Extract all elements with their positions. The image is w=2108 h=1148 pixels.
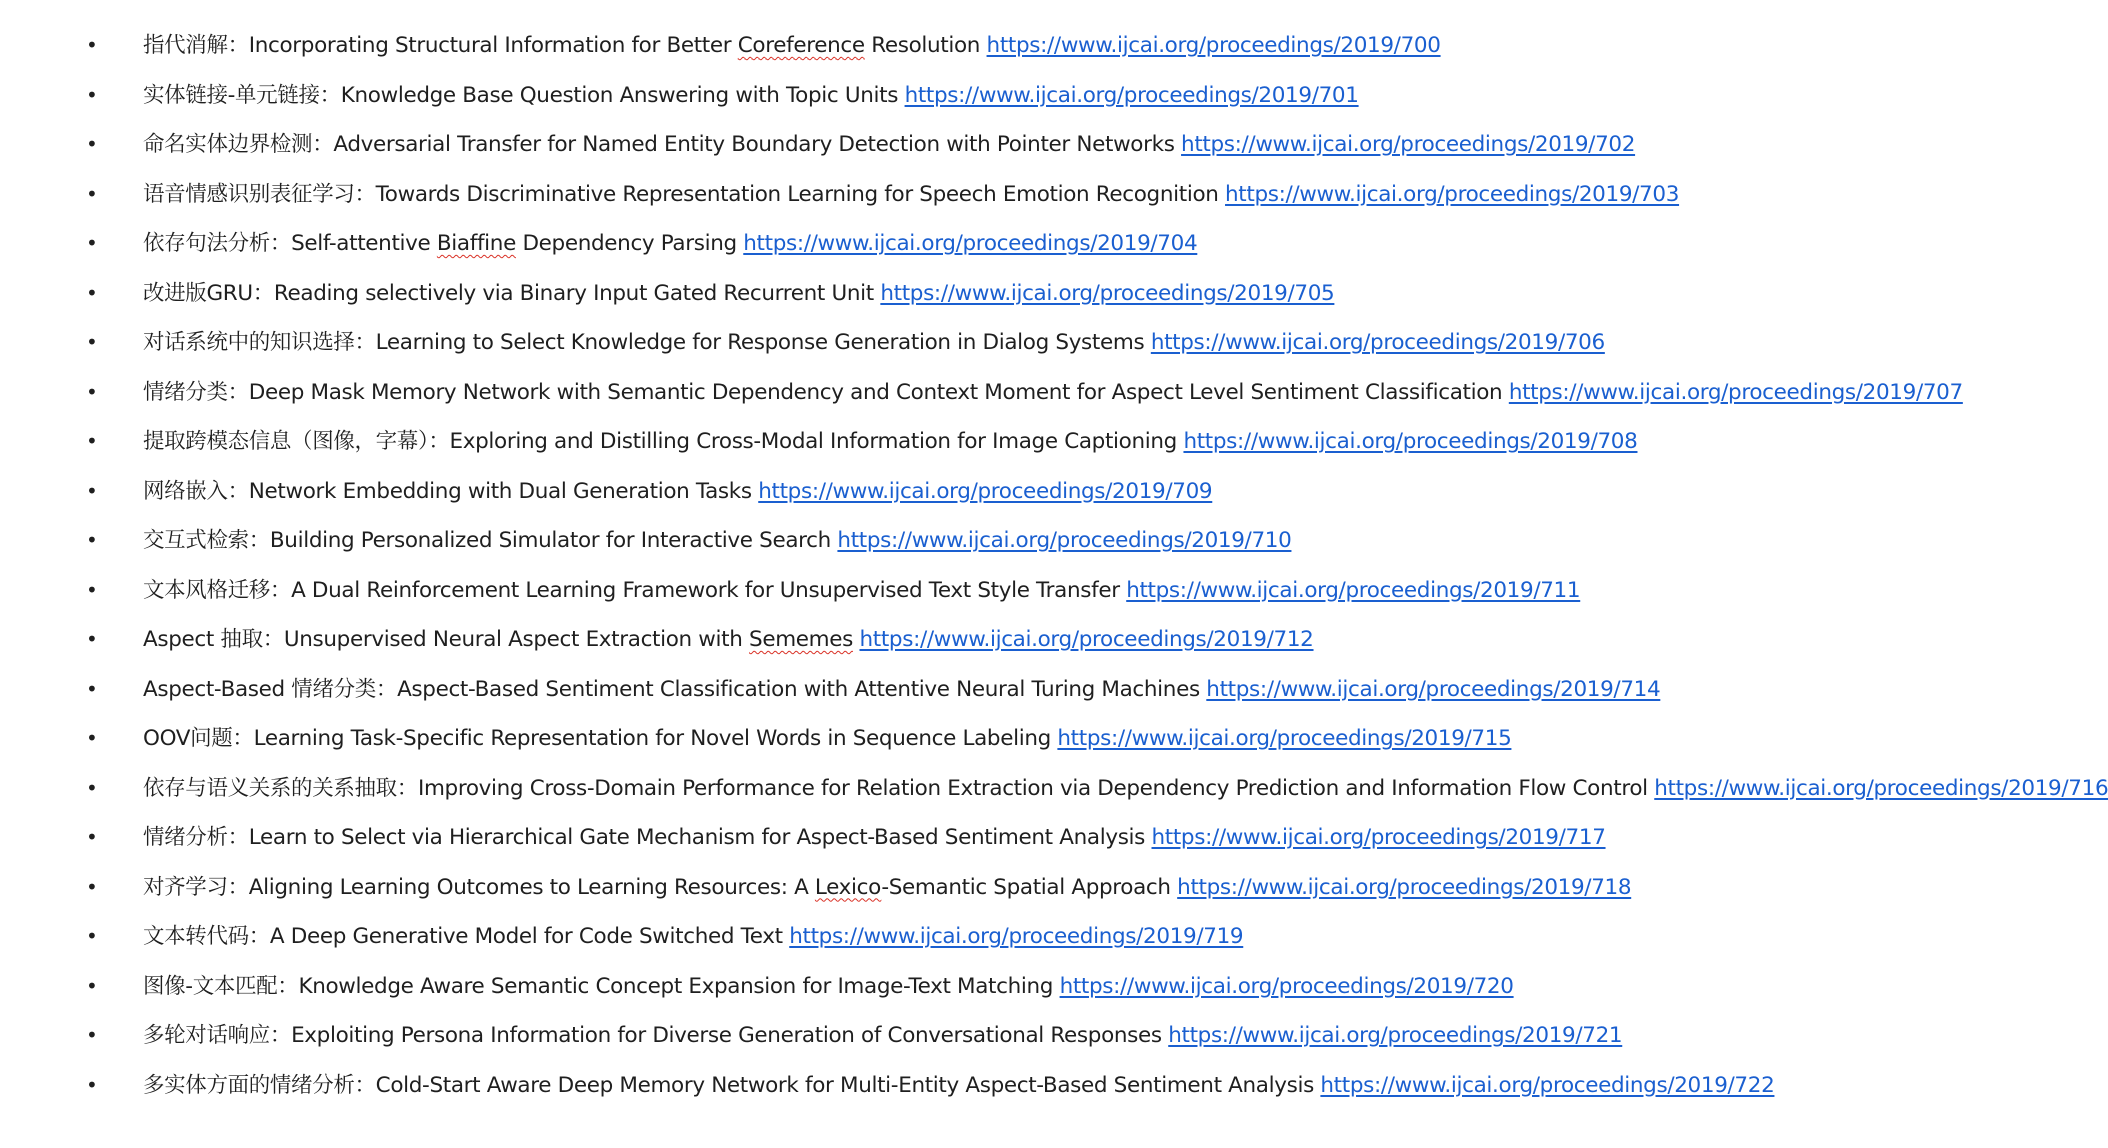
list-item [0,368,2017,418]
paper-title [249,33,980,58]
list-item-text [143,417,1637,467]
paper-title [418,776,1648,801]
paper-title [298,974,1053,999]
topic-label: 交互式检索： [143,528,270,553]
list-item-text [143,269,1334,319]
proceedings-link[interactable]: https://www.ijcai.org/proceedings/2019/718 [1177,874,1632,900]
paper-title [291,1023,1162,1048]
paper-title-segment: Dependency Parsing [515,231,737,256]
spellcheck-flagged-word: Coreference [737,33,865,58]
list-item-text [143,71,1359,121]
topic-label: 对话系统中的知识选择： [143,330,376,355]
list-item-text [143,863,1631,913]
paper-title [376,1073,1314,1098]
bullet-icon: • [86,379,98,404]
list-item [0,863,2017,913]
bullet-icon: • [86,181,98,206]
bullet-icon: • [86,676,98,701]
bullet-icon: • [86,874,98,899]
bullet-icon: • [86,528,98,552]
paper-title-segment: Improving Cross-Domain Performance for Relation Extraction via Dependency Prediction and Information Flow Control [417,775,1648,801]
list-item [0,1011,2017,1061]
topic-label: 改进版GRU： [143,280,274,306]
bullet-icon: • [86,330,98,354]
paper-title [270,528,831,553]
proceedings-link[interactable]: https://www.ijcai.org/proceedings/2019/700 [986,33,1441,58]
proceedings-link[interactable]: https://www.ijcai.org/proceedings/2019/703 [1225,181,1680,207]
list-item-text [143,170,1679,220]
proceedings-link[interactable]: https://www.ijcai.org/proceedings/2019/712 [859,627,1314,652]
paper-title-segment: Building Personalized Simulator for Interactive Search [269,528,831,553]
proceedings-link[interactable]: https://www.ijcai.org/proceedings/2019/711 [1126,577,1581,603]
list-item [0,516,2017,566]
paper-title [270,924,783,949]
paper-title-segment: Knowledge Base Question Answering with Topic Units [340,82,899,108]
paper-title [249,875,1171,900]
list-item-text [143,1061,1774,1111]
list-item [0,71,2017,121]
paper-title-segment: Learn to Select via Hierarchical Gate Mechanism for Aspect-Based Sentiment Analysis [248,825,1146,850]
proceedings-link[interactable]: https://www.ijcai.org/proceedings/2019/704 [743,231,1198,256]
spellcheck-flagged-word: Lexico [814,874,882,900]
proceedings-link[interactable]: https://www.ijcai.org/proceedings/2019/710 [837,528,1292,553]
paper-title-segment: Exploring and Distilling Cross-Modal Information for Image Captioning [449,429,1177,454]
paper-title-segment: Unsupervised Neural Aspect Extraction with [283,627,750,652]
document-body [0,21,2108,1110]
paper-title-segment: Deep Mask Memory Network with Semantic Dependency and Context Moment for Aspect Level Sentiment Classification [248,379,1503,405]
proceedings-link[interactable]: https://www.ijcai.org/proceedings/2019/719 [789,924,1244,949]
list-item-text [143,665,1660,715]
list-item-text [143,219,1197,269]
list-item-text [143,813,1606,863]
paper-title-segment: A Dual Reinforcement Learning Framework for Unsupervised Text Style Transfer [291,577,1120,603]
paper-title-segment: -Semantic Spatial Approach [881,874,1171,900]
topic-label: OOV问题： [143,726,254,751]
paper-title [291,231,737,256]
paper-title [333,132,1174,157]
list-item [0,912,2017,962]
paper-title-segment: Towards Discriminative Representation Learning for Speech Emotion Recognition [375,181,1219,207]
bullet-icon: • [86,280,98,305]
bullet-icon: • [86,924,98,948]
list-item-text [143,120,1635,170]
paper-title [376,330,1145,355]
list-item [0,764,2108,814]
proceedings-link[interactable]: https://www.ijcai.org/proceedings/2019/721 [1168,1023,1623,1048]
proceedings-link[interactable]: https://www.ijcai.org/proceedings/2019/702 [1181,132,1636,157]
paper-title [341,83,898,108]
paper-title [249,825,1145,850]
bullet-icon: • [86,1023,98,1047]
paper-title [450,429,1177,454]
list-item-text [143,615,1314,665]
list-item [0,467,2017,517]
topic-label: 多实体方面的情绪分析： [143,1072,376,1098]
topic-label: 指代消解： [143,33,249,58]
paper-title [397,677,1200,702]
list-item [0,170,2017,220]
paper-title-segment: A Deep Generative Model for Code Switched Text [269,924,783,949]
paper-title-segment: Exploiting Persona Information for Diverse Generation of Conversational Responses [291,1023,1162,1048]
topic-label: Aspect 抽取： [143,627,284,652]
bullet-icon: • [86,132,98,156]
list-item-text [143,467,1212,517]
proceedings-link[interactable]: https://www.ijcai.org/proceedings/2019/720 [1059,973,1514,999]
bullet-icon: • [86,33,98,57]
list-item [0,566,2017,616]
list-item-text [143,764,2108,814]
paper-title [291,578,1120,603]
proceedings-link[interactable]: https://www.ijcai.org/proceedings/2019/706 [1150,330,1605,355]
list-item [0,120,2017,170]
proceedings-link[interactable]: https://www.ijcai.org/proceedings/2019/722 [1320,1072,1775,1098]
list-item [0,813,2017,863]
bullet-icon: • [86,429,98,453]
paper-title-segment: Cold-Start Aware Deep Memory Network for Multi-Entity Aspect-Based Sentiment Analysis [375,1072,1314,1098]
topic-label: 实体链接-单元链接： [143,82,341,108]
topic-label: 情绪分类： [143,379,249,405]
paper-title-segment: Incorporating Structural Information for Better [248,33,738,58]
list-item [0,962,2017,1012]
list-item-text [143,368,1963,418]
paper-title-segment: Reading selectively via Binary Input Gated Recurrent Unit [273,280,874,306]
paper-title-segment: Network Embedding with Dual Generation Tasks [248,478,752,504]
bullet-icon: • [86,577,98,602]
bullet-icon: • [86,726,98,750]
proceedings-link[interactable]: https://www.ijcai.org/proceedings/2019/715 [1057,726,1512,751]
list-item [0,21,2017,71]
topic-label: 提取跨模态信息（图像，字幕）： [143,429,450,454]
topic-label: 依存句法分析： [143,231,292,256]
proceedings-link[interactable]: https://www.ijcai.org/proceedings/2019/708 [1183,429,1638,454]
list-item-text [143,21,1441,71]
topic-label: 图像-文本匹配： [143,973,299,999]
bullet-icon: • [86,231,98,255]
topic-label: 依存与语义关系的关系抽取： [143,775,418,801]
topic-label: Aspect-Based 情绪分类： [143,676,398,702]
list-item-text [143,566,1580,616]
topic-label: 文本转代码： [143,924,270,949]
proceedings-link[interactable]: https://www.ijcai.org/proceedings/2019/709 [758,478,1213,504]
paper-title-segment: Resolution [864,33,981,58]
paper-title-segment: Learning Task-Specific Representation for Novel Words in Sequence Labeling [253,726,1051,751]
list-item [0,714,2017,764]
paper-title-segment: Aligning Learning Outcomes to Learning Resources: A [248,874,815,900]
paper-title [284,627,853,652]
paper-title [376,182,1219,207]
bullet-icon: • [86,627,98,651]
topic-label: 多轮对话响应： [143,1023,292,1048]
proceedings-link[interactable]: https://www.ijcai.org/proceedings/2019/716 [1654,775,2108,801]
proceedings-link[interactable]: https://www.ijcai.org/proceedings/2019/705 [880,280,1335,306]
list-item-text [143,912,1243,962]
list-item-text [143,962,1514,1012]
bullet-icon: • [86,825,98,849]
paper-title-segment: Aspect-Based Sentiment Classification with Attentive Neural Turing Machines [397,676,1200,702]
paper-title [254,726,1051,751]
topic-label: 对齐学习： [143,874,249,900]
list-item [0,1061,2017,1111]
paper-title-segment: Self-attentive [291,231,437,256]
proceedings-link[interactable]: https://www.ijcai.org/proceedings/2019/701 [904,82,1359,108]
topic-label: 命名实体边界检测： [143,132,334,157]
paper-title [249,380,1503,405]
list-item [0,318,2017,368]
topic-label: 文本风格迁移： [143,577,292,603]
list-item [0,219,2017,269]
list-item [0,269,2017,319]
topic-label: 情绪分析： [143,825,249,850]
spellcheck-flagged-word: Biaffine [436,231,516,256]
topic-label: 语音情感识别表征学习： [143,181,376,207]
proceedings-link[interactable]: https://www.ijcai.org/proceedings/2019/717 [1151,825,1606,850]
bullet-icon: • [86,478,98,503]
paper-title [249,479,752,504]
bullet-icon: • [86,973,98,998]
bulleted-paper-list [0,21,2108,1110]
bullet-icon: • [86,1072,98,1097]
list-item [0,665,2017,715]
list-item-text [143,318,1605,368]
list-item-text [143,516,1291,566]
paper-title-segment: Adversarial Transfer for Named Entity Boundary Detection with Pointer Networks [333,132,1175,157]
list-item-text [143,714,1511,764]
list-item [0,417,2017,467]
proceedings-link[interactable]: https://www.ijcai.org/proceedings/2019/714 [1206,676,1661,702]
list-item-text [143,1011,1622,1061]
topic-label: 网络嵌入： [143,478,249,504]
bullet-icon: • [86,775,98,800]
proceedings-link[interactable]: https://www.ijcai.org/proceedings/2019/707 [1508,379,1963,405]
list-item [0,615,2017,665]
bullet-icon: • [86,82,98,107]
paper-title-segment: Knowledge Aware Semantic Concept Expansion for Image-Text Matching [298,973,1054,999]
paper-title [274,281,874,306]
spellcheck-flagged-word: Sememes [749,627,853,652]
paper-title-segment: Learning to Select Knowledge for Response Generation in Dialog Systems [375,330,1145,355]
